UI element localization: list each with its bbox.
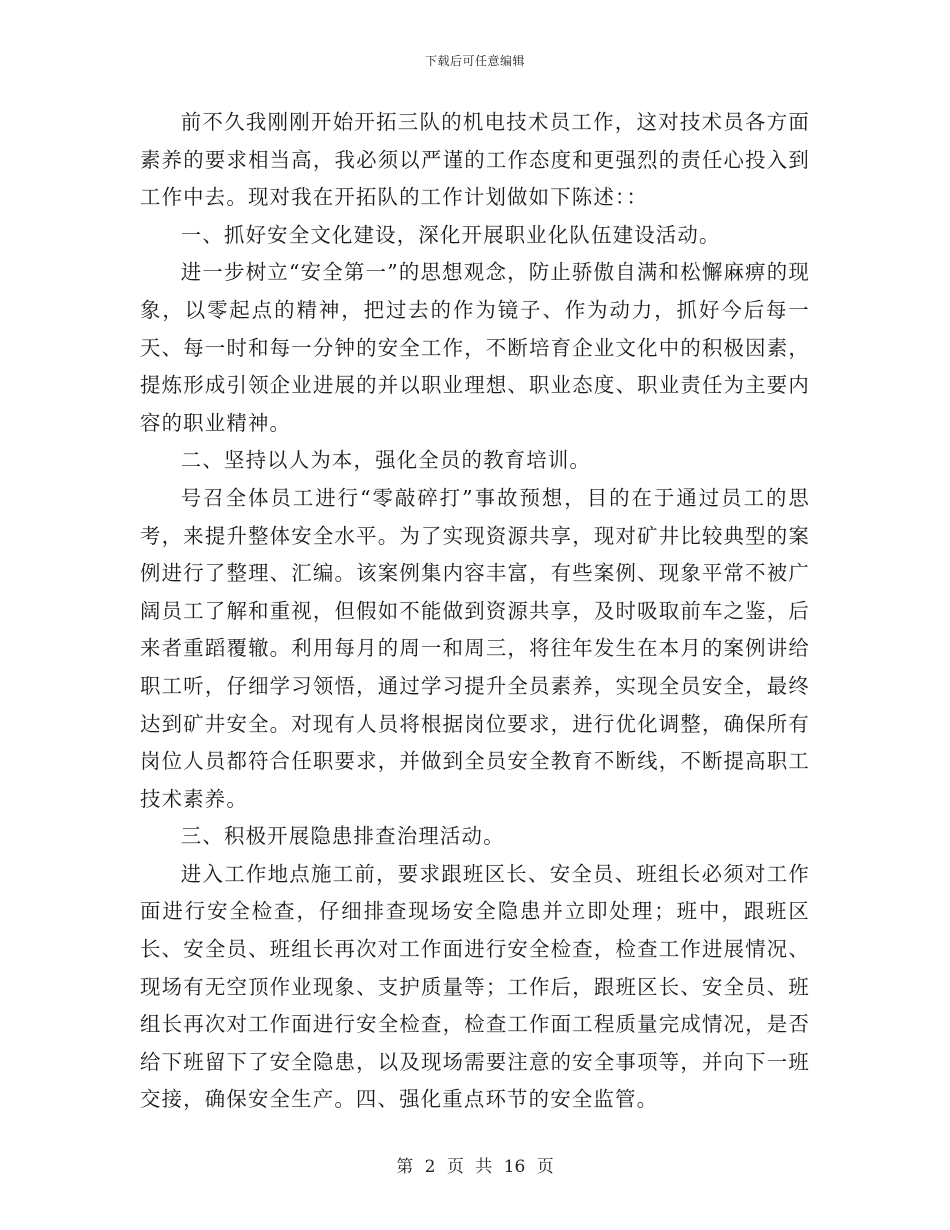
paragraph-intro: 前不久我刚刚开始开拓三队的机电技术员工作，这对技术员各方面素养的要求相当高，我必须以严谨的工作态度和更强烈的责任心投入到工作中去。现对我在开拓队的工作计划做如下陈述：： bbox=[140, 110, 810, 210]
page-header: 下载后可任意编辑 bbox=[424, 54, 525, 68]
heading-section-2: 二、坚持以人为本，强化全员的教育培训。 bbox=[180, 448, 592, 473]
paragraph-section-1: 进一步树立“安全第一”的思想观念，防止骄傲自满和松懈麻痹的现象，以零起点的精神，把过去的作为镜子、作为动力，抓好今后每一天、每一时和每一分钟的安全工作，不断培育企业文化中的积极因素，提炼形成引领企业进展的并以职业理想、职业态度、职业责任为主要内容的职业精神。 bbox=[140, 260, 810, 435]
paragraph-section-3: 进入工作地点施工前，要求跟班区长、安全员、班组长必须对工作面进行安全检查，仔细排查现场安全隐患并立即处理；班中，跟班区长、安全员、班组长再次对工作面进行安全检查，检查工作进展情况、现场有无空顶作业现象、支护质量等；工作后，跟班区长、安全员、班组长再次对工作面进行安全检查，检查工作面工程质量完成情况，是否给下班留下了安全隐患，以及现场需要注意的安全事项等，并向下一班交接，确保安全生产。四、强化重点环节的安全监管。 bbox=[140, 861, 810, 1112]
paragraph-section-2: 号召全体员工进行“零敲碎打”事故预想，目的在于通过员工的思考，来提升整体安全水平。为了实现资源共享，现对矿井比较典型的案例进行了整理、汇编。该案例集内容丰富，有些案例、现象平常不被广阔员工了解和重视，但假如不能做到资源共享，及时吸取前车之鉴，后来者重蹈覆辙。利用每月的周一和周三，将往年发生在本月的案例讲给职工听，仔细学习领悟，通过学习提升全员素养，实现全员安全，最终达到矿井安全。对现有人员将根据岗位要求，进行优化调整，确保所有岗位人员都符合任职要求，并做到全员安全教育不断线，不断提高职工技术素养。 bbox=[140, 485, 810, 811]
heading-section-3: 三、积极开展隐患排查治理活动。 bbox=[180, 824, 505, 849]
page-number-footer: 第 2 页 共 16 页 bbox=[396, 1157, 554, 1177]
heading-section-1: 一、抓好安全文化建设，深化开展职业化队伍建设活动。 bbox=[180, 222, 721, 247]
document-body bbox=[140, 104, 810, 1119]
